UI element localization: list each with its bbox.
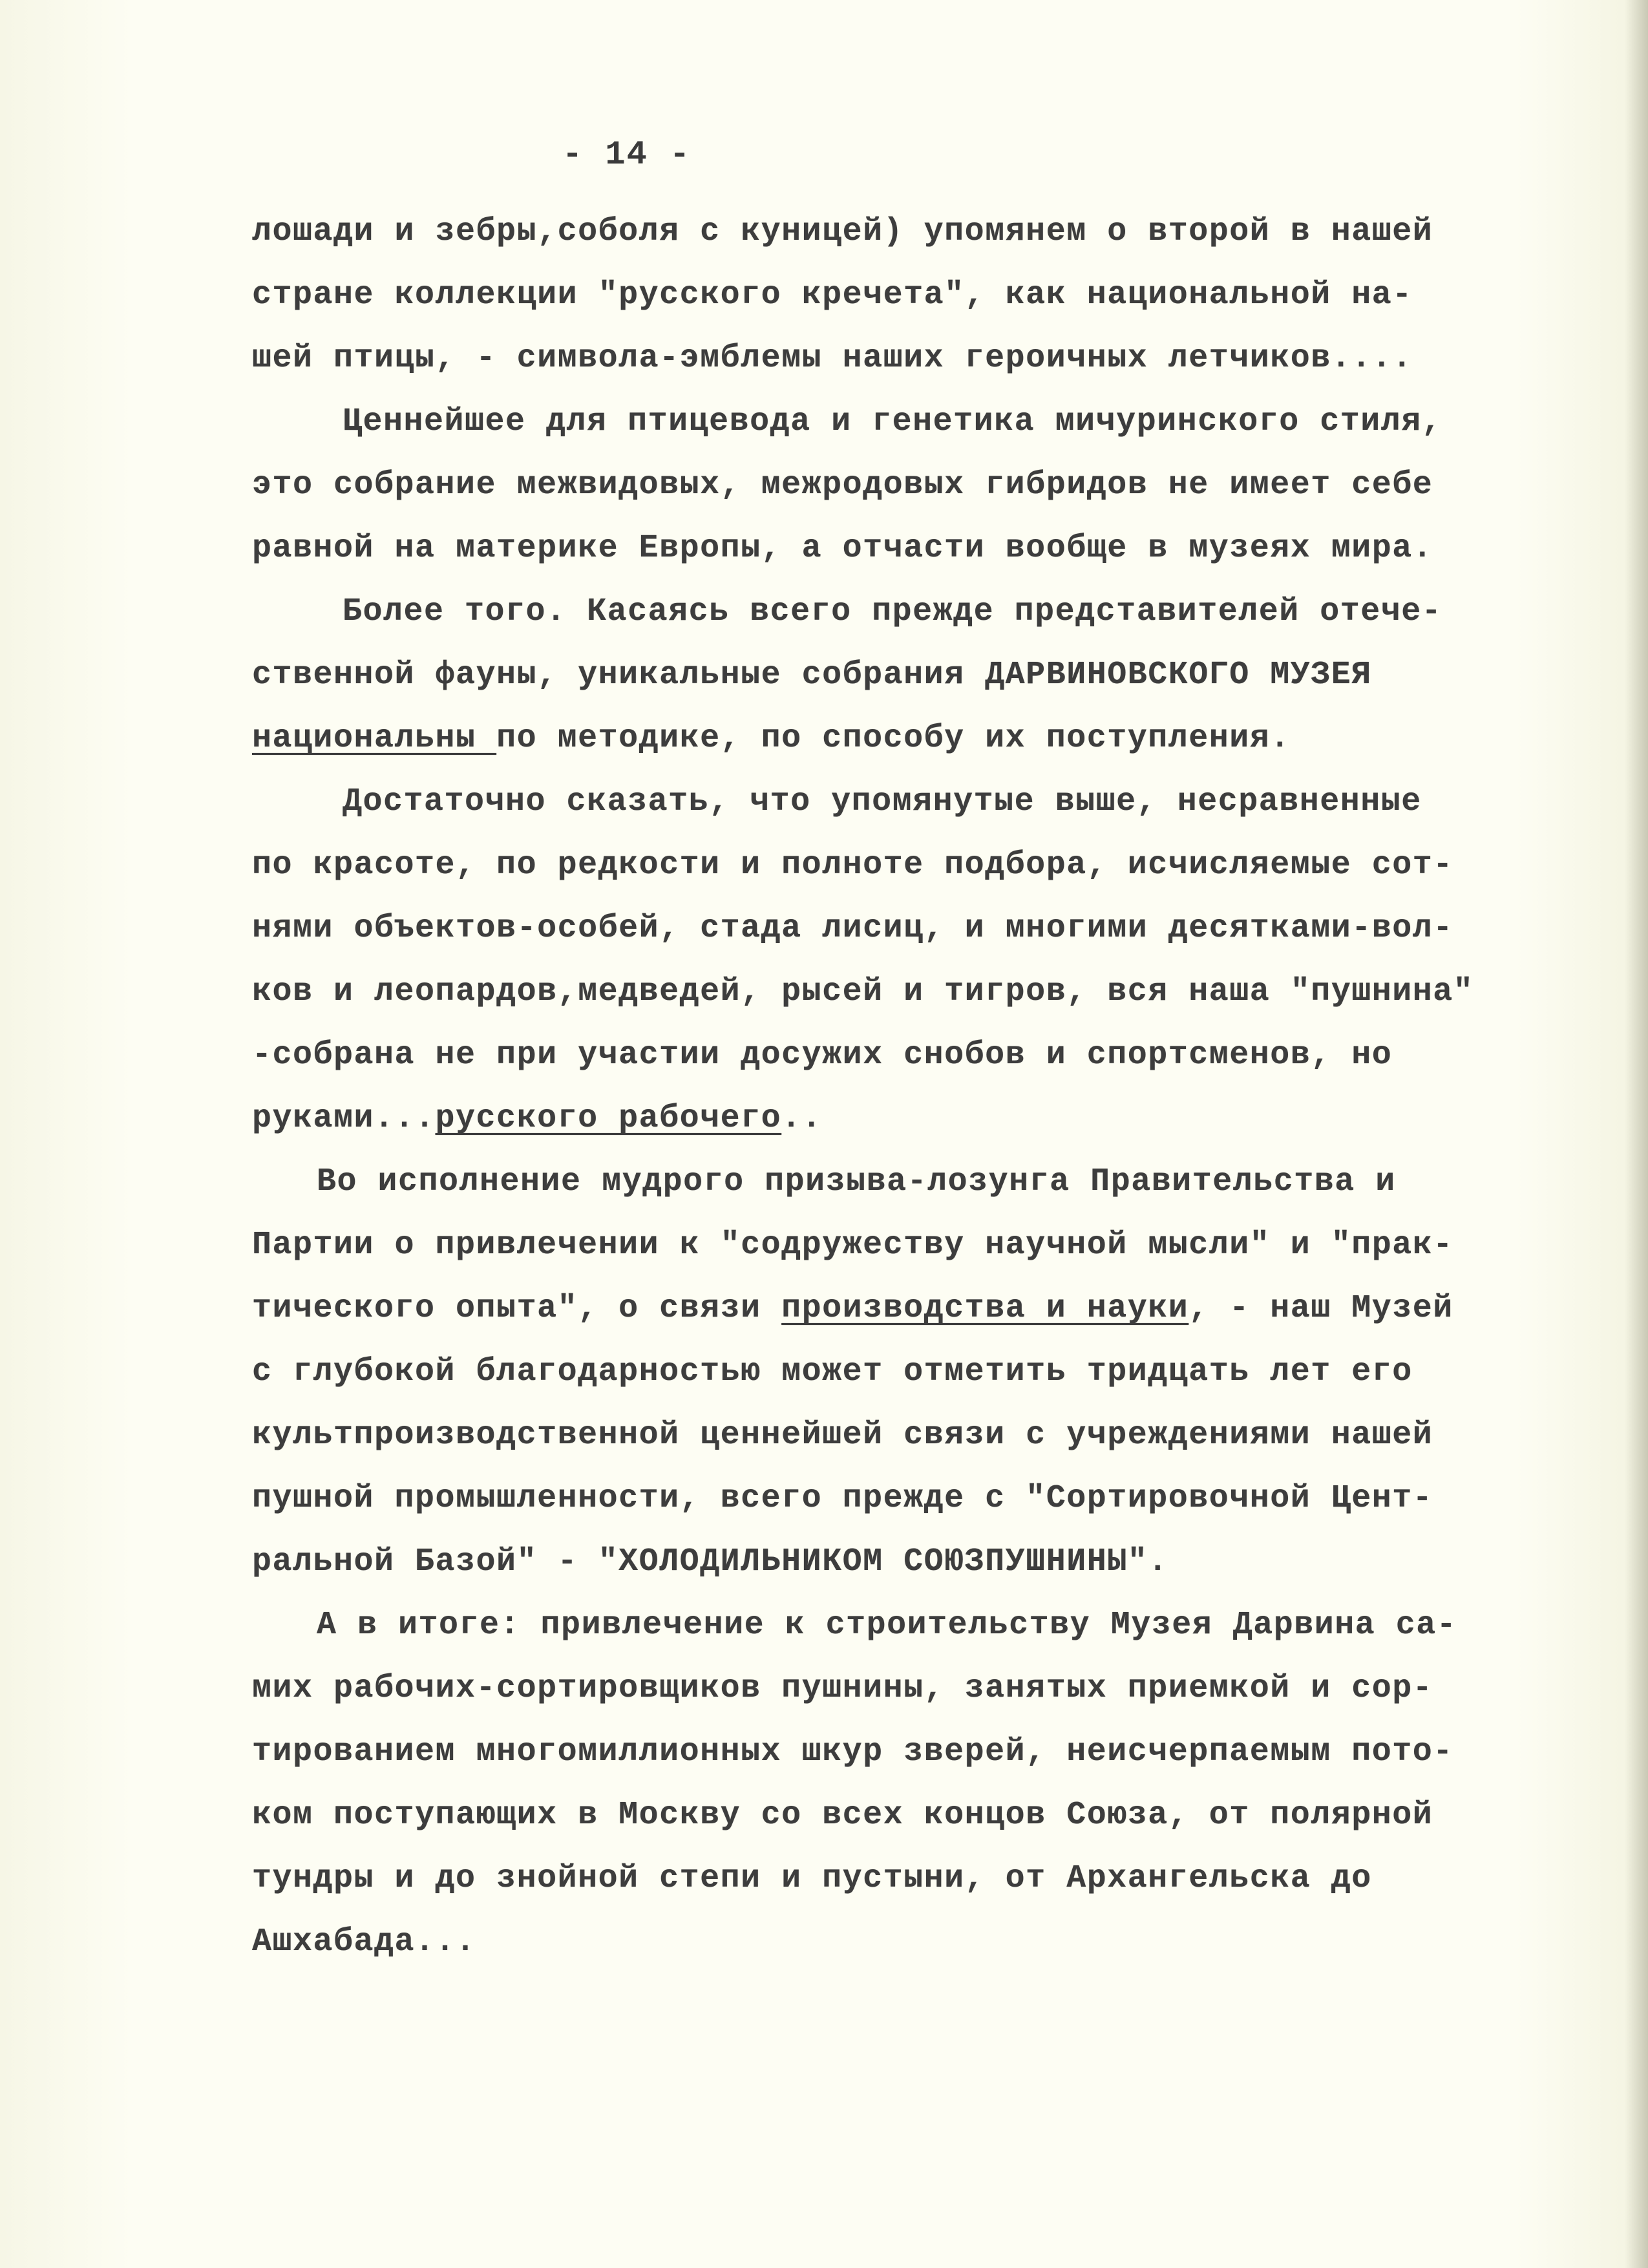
text-line: мих рабочих-сортировщиков пушнины, занятых приемкой и сор- [252,1670,1433,1707]
text-line: тированием многомиллионных шкур зверей, неисчерпаемым пото- [252,1733,1453,1770]
underlined-phrase: русского рабочего [435,1100,782,1137]
paragraph-1 [252,200,1545,390]
text-line: ственной фауны, уникальные собрания ДАРВИНОВСКОГО МУЗЕЯ [252,657,1372,694]
text-line: ков и леопардов,медведей, рысей и тигров, вся наша "пушнина" [252,973,1474,1010]
text-fragment: тического опыта", о связи [252,1290,782,1327]
text-line: Достаточно сказать, что упомянутые выше, несравненные [343,783,1422,820]
text-fragment: руками... [252,1100,436,1137]
paragraph-5 [252,1150,1545,1594]
text-line: нями объектов-особей, стада лисиц, и многими десятками-вол- [252,910,1453,947]
page-body [252,200,1545,1974]
text-line: ком поступающих в Москву со всех концов Союза, от полярной [252,1797,1433,1834]
text-line: лошади и зебры,соболя с куницей) упомянем о второй в нашей [252,213,1433,250]
text-fragment: по методике, по способу их поступления. [496,720,1291,757]
text-line [252,707,1545,770]
text-fragment: , - наш Музей [1188,1290,1453,1327]
underlined-phrase: национальны [252,720,497,757]
paragraph-6 [252,1594,1545,1974]
page-number: - 14 - [562,136,692,174]
text-fragment: .. [781,1100,823,1137]
text-line: Ценнейшее для птицевода и генетика мичуринского стиля, [343,403,1442,440]
paragraph-4 [252,770,1545,1150]
text-line: стране коллекции "русского кречета", как национальной на- [252,277,1413,313]
text-line: это собрание межвидовых, межродовых гибридов не имеет себе [252,467,1433,503]
text-line: Ашхабада... [252,1924,476,1960]
text-line [252,1087,1545,1150]
text-line: Более того. Касаясь всего прежде представителей отече- [343,593,1442,630]
text-line: -собрана не при участии досужих снобов и спортсменов, но [252,1037,1393,1074]
text-line: Партии о привлечении к "содружеству научной мысли" и "прак- [252,1227,1453,1264]
text-line: А в итоге: привлечение к строительству Музея Дарвина са- [317,1607,1457,1644]
text-line: шей птицы, - символа-эмблемы наших героичных летчиков.... [252,340,1413,377]
paragraph-3 [252,580,1545,770]
paragraph-2 [252,390,1545,580]
text-line: по красоте, по редкости и полноте подбора, исчисляемые сот- [252,847,1453,884]
text-line: тундры и до знойной степи и пустыни, от Архангельска до [252,1860,1372,1897]
text-line: Во исполнение мудрого призыва-лозунга Правительства и [317,1163,1396,1200]
text-line: культпроизводственной ценнейшей связи с учреждениями нашей [252,1417,1433,1454]
text-line: пушной промышленности, всего прежде с "Сортировочной Цент- [252,1480,1433,1517]
page-edge-shadow [1625,0,1648,2268]
underlined-phrase: производства и науки [781,1290,1189,1327]
text-line: ральной Базой" - "ХОЛОДИЛЬНИКОМ СОЮЗПУШНИНЫ". [252,1543,1168,1580]
text-line [252,1277,1545,1341]
text-line: равной на материке Европы, а отчасти вообще в музеях мира. [252,530,1433,567]
text-line: с глубокой благодарностью может отметить тридцать лет его [252,1353,1413,1390]
